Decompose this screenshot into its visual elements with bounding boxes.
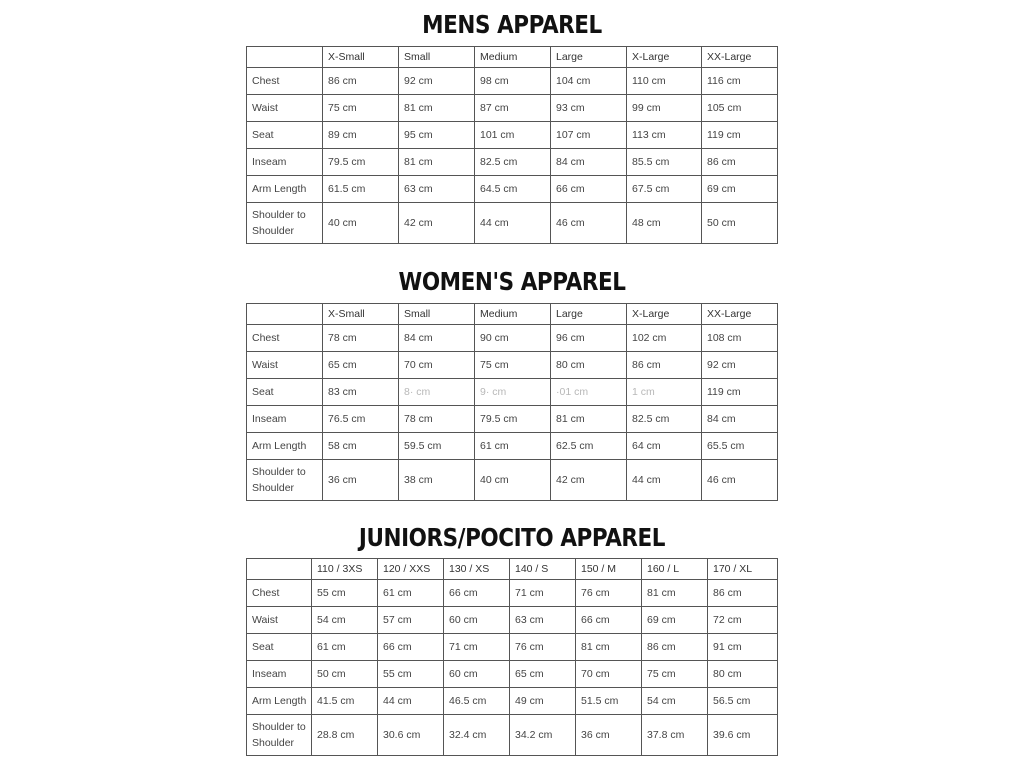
womens-size-table (246, 303, 778, 501)
measurement-value: 57 cm (378, 607, 444, 634)
measurement-value: 69 cm (702, 176, 778, 203)
table-row (247, 634, 778, 661)
womens-title: WOMEN'S APPAREL (398, 267, 626, 296)
measurement-value: 67.5 cm (627, 176, 702, 203)
measurement-value: 48 cm (627, 203, 702, 244)
measurement-value: 86 cm (708, 580, 778, 607)
measurement-value: 55 cm (312, 580, 378, 607)
measurement-value: 32.4 cm (444, 715, 510, 756)
measurement-value: 8· cm (399, 379, 475, 406)
measurement-label: Inseam (247, 149, 323, 176)
measurement-value: 63 cm (510, 607, 576, 634)
measurement-label: Waist (247, 607, 312, 634)
measurement-value: 54 cm (312, 607, 378, 634)
measurement-label: Inseam (247, 661, 312, 688)
measurement-value: 101 cm (475, 122, 551, 149)
measurement-value: 108 cm (702, 325, 778, 352)
measurement-label: Chest (247, 325, 323, 352)
measurement-value: 62.5 cm (551, 433, 627, 460)
measurement-value: 75 cm (642, 661, 708, 688)
table-row (247, 580, 778, 607)
header-row (247, 47, 778, 68)
size-header-cell: X-Small (323, 47, 399, 68)
table-row (247, 68, 778, 95)
measurement-value: 86 cm (702, 149, 778, 176)
size-header-cell: 110 / 3XS (312, 559, 378, 580)
measurement-value: 50 cm (312, 661, 378, 688)
measurement-value: 104 cm (551, 68, 627, 95)
measurement-value: 78 cm (399, 406, 475, 433)
measurement-value: 89 cm (323, 122, 399, 149)
measurement-value: 51.5 cm (576, 688, 642, 715)
measurement-label: Arm Length (247, 176, 323, 203)
measurement-value: 81 cm (399, 95, 475, 122)
mens-size-table (246, 46, 778, 244)
measurement-value: 84 cm (702, 406, 778, 433)
measurement-value: 70 cm (576, 661, 642, 688)
size-header-cell: Small (399, 304, 475, 325)
size-header-cell: 150 / M (576, 559, 642, 580)
measurement-value: 84 cm (399, 325, 475, 352)
measurement-value: 34.2 cm (510, 715, 576, 756)
measurement-value: 9· cm (475, 379, 551, 406)
measurement-value: 28.8 cm (312, 715, 378, 756)
measurement-value: 36 cm (576, 715, 642, 756)
size-header-cell: Small (399, 47, 475, 68)
juniors-title: JUNIORS/POCITO APPAREL (358, 523, 666, 552)
size-header-cell: 120 / XXS (378, 559, 444, 580)
measurement-label: Chest (247, 580, 312, 607)
measurement-value: 61 cm (312, 634, 378, 661)
measurement-value: 59.5 cm (399, 433, 475, 460)
size-header-cell: 140 / S (510, 559, 576, 580)
measurement-value: 81 cm (551, 406, 627, 433)
table-row (247, 460, 778, 501)
size-header-cell: XX-Large (702, 304, 778, 325)
table-row (247, 688, 778, 715)
measurement-value: 75 cm (323, 95, 399, 122)
measurement-value: 93 cm (551, 95, 627, 122)
corner-cell (247, 559, 312, 580)
measurement-value: 44 cm (378, 688, 444, 715)
measurement-value: 46.5 cm (444, 688, 510, 715)
measurement-value: 76 cm (576, 580, 642, 607)
measurement-value: 98 cm (475, 68, 551, 95)
measurement-value: 81 cm (576, 634, 642, 661)
size-header-cell: X-Small (323, 304, 399, 325)
measurement-value: 71 cm (444, 634, 510, 661)
measurement-value: 105 cm (702, 95, 778, 122)
measurement-value: 113 cm (627, 122, 702, 149)
measurement-label: Inseam (247, 406, 323, 433)
measurement-value: 65 cm (510, 661, 576, 688)
size-header-cell: Large (551, 304, 627, 325)
measurement-value: 50 cm (702, 203, 778, 244)
measurement-label: Waist (247, 352, 323, 379)
measurement-value: 76 cm (510, 634, 576, 661)
table-row (247, 325, 778, 352)
measurement-value: 79.5 cm (475, 406, 551, 433)
measurement-value: 42 cm (399, 203, 475, 244)
measurement-value: 86 cm (323, 68, 399, 95)
measurement-value: 85.5 cm (627, 149, 702, 176)
table-row (247, 406, 778, 433)
measurement-value: 42 cm (551, 460, 627, 501)
measurement-value: 75 cm (475, 352, 551, 379)
measurement-value: 61 cm (475, 433, 551, 460)
measurement-value: 82.5 cm (627, 406, 702, 433)
measurement-value: 64.5 cm (475, 176, 551, 203)
measurement-value: 86 cm (627, 352, 702, 379)
table-row (247, 122, 778, 149)
measurement-value: 65.5 cm (702, 433, 778, 460)
measurement-value: 70 cm (399, 352, 475, 379)
measurement-value: 99 cm (627, 95, 702, 122)
measurement-value: 60 cm (444, 661, 510, 688)
measurement-value: 82.5 cm (475, 149, 551, 176)
measurement-value: 56.5 cm (708, 688, 778, 715)
measurement-value: 66 cm (576, 607, 642, 634)
measurement-value: 87 cm (475, 95, 551, 122)
measurement-value: 61 cm (378, 580, 444, 607)
table-row (247, 715, 778, 756)
measurement-value: 96 cm (551, 325, 627, 352)
measurement-value: 66 cm (551, 176, 627, 203)
measurement-value: 55 cm (378, 661, 444, 688)
measurement-value: 71 cm (510, 580, 576, 607)
measurement-value: 86 cm (642, 634, 708, 661)
measurement-value: 46 cm (551, 203, 627, 244)
measurement-value: 110 cm (627, 68, 702, 95)
measurement-value: 84 cm (551, 149, 627, 176)
measurement-value: 65 cm (323, 352, 399, 379)
size-header-cell: X-Large (627, 47, 702, 68)
measurement-value: 92 cm (702, 352, 778, 379)
measurement-value: 91 cm (708, 634, 778, 661)
header-row (247, 559, 778, 580)
size-header-cell: Large (551, 47, 627, 68)
measurement-value: 119 cm (702, 379, 778, 406)
measurement-value: 54 cm (642, 688, 708, 715)
table-row (247, 607, 778, 634)
table-row (247, 203, 778, 244)
measurement-value: 72 cm (708, 607, 778, 634)
measurement-value: 119 cm (702, 122, 778, 149)
measurement-label: Waist (247, 95, 323, 122)
measurement-label: Shoulder to Shoulder (247, 715, 312, 756)
measurement-value: 36 cm (323, 460, 399, 501)
measurement-value: 1 cm (627, 379, 702, 406)
measurement-value: 41.5 cm (312, 688, 378, 715)
corner-cell (247, 304, 323, 325)
size-header-cell: Medium (475, 304, 551, 325)
measurement-label: Arm Length (247, 688, 312, 715)
mens-title: MENS APPAREL (422, 10, 602, 39)
measurement-value: 39.6 cm (708, 715, 778, 756)
measurement-value: 80 cm (708, 661, 778, 688)
measurement-value: 64 cm (627, 433, 702, 460)
measurement-label: Shoulder to Shoulder (247, 203, 323, 244)
table-row (247, 352, 778, 379)
measurement-value: 44 cm (627, 460, 702, 501)
size-header-cell: X-Large (627, 304, 702, 325)
corner-cell (247, 47, 323, 68)
measurement-value: ·01 cm (551, 379, 627, 406)
table-row (247, 95, 778, 122)
size-header-cell: Medium (475, 47, 551, 68)
measurement-label: Seat (247, 122, 323, 149)
measurement-label: Seat (247, 634, 312, 661)
measurement-value: 102 cm (627, 325, 702, 352)
measurement-label: Arm Length (247, 433, 323, 460)
measurement-value: 116 cm (702, 68, 778, 95)
measurement-value: 78 cm (323, 325, 399, 352)
measurement-value: 38 cm (399, 460, 475, 501)
measurement-value: 83 cm (323, 379, 399, 406)
measurement-value: 63 cm (399, 176, 475, 203)
measurement-value: 40 cm (475, 460, 551, 501)
size-header-cell: 160 / L (642, 559, 708, 580)
measurement-value: 61.5 cm (323, 176, 399, 203)
header-row (247, 304, 778, 325)
measurement-value: 30.6 cm (378, 715, 444, 756)
table-row (247, 379, 778, 406)
measurement-value: 37.8 cm (642, 715, 708, 756)
measurement-value: 76.5 cm (323, 406, 399, 433)
measurement-label: Seat (247, 379, 323, 406)
table-row (247, 433, 778, 460)
measurement-value: 92 cm (399, 68, 475, 95)
measurement-value: 79.5 cm (323, 149, 399, 176)
measurement-label: Shoulder to Shoulder (247, 460, 323, 501)
juniors-size-table (246, 558, 778, 756)
measurement-value: 46 cm (702, 460, 778, 501)
table-row (247, 149, 778, 176)
measurement-label: Chest (247, 68, 323, 95)
table-row (247, 661, 778, 688)
size-header-cell: 130 / XS (444, 559, 510, 580)
measurement-value: 60 cm (444, 607, 510, 634)
measurement-value: 80 cm (551, 352, 627, 379)
measurement-value: 44 cm (475, 203, 551, 244)
measurement-value: 81 cm (399, 149, 475, 176)
measurement-value: 95 cm (399, 122, 475, 149)
measurement-value: 81 cm (642, 580, 708, 607)
table-row (247, 176, 778, 203)
measurement-value: 66 cm (378, 634, 444, 661)
measurement-value: 58 cm (323, 433, 399, 460)
size-header-cell: XX-Large (702, 47, 778, 68)
measurement-value: 40 cm (323, 203, 399, 244)
size-header-cell: 170 / XL (708, 559, 778, 580)
measurement-value: 107 cm (551, 122, 627, 149)
measurement-value: 69 cm (642, 607, 708, 634)
measurement-value: 49 cm (510, 688, 576, 715)
measurement-value: 66 cm (444, 580, 510, 607)
measurement-value: 90 cm (475, 325, 551, 352)
